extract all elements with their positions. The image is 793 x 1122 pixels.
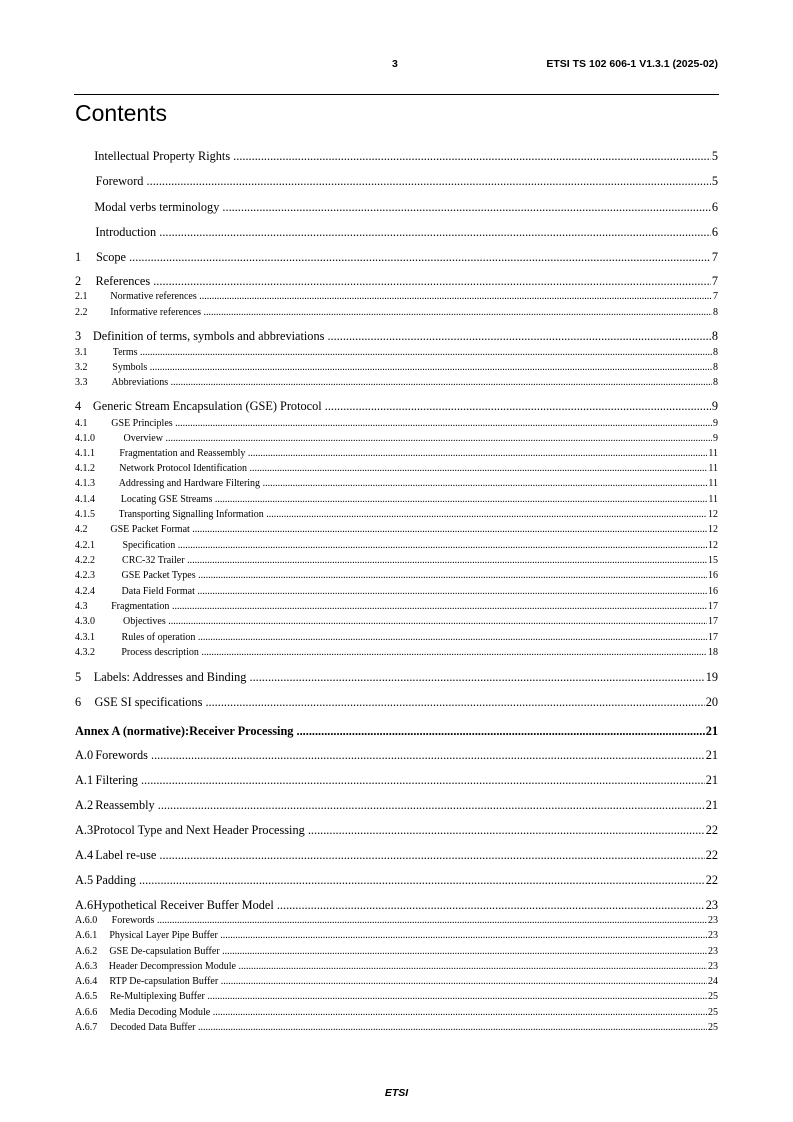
toc-entry-number: 4.1.3 [75,478,95,489]
toc-entry-number: 6 [75,695,82,709]
toc-entry-number: 4.1.0 [75,433,95,444]
toc-entry-number: A.6.4 [75,976,98,987]
toc-entry-number: A.6.7 [75,1022,98,1033]
toc-entry-number: 4.3.0 [75,616,95,627]
toc-entry[interactable] [75,417,718,430]
toc-entry[interactable] [75,646,718,659]
toc-entry-number: A.0 [75,748,94,762]
toc-entry-title: GSE De-capsulation Buffer ..... [109,945,707,958]
toc-entry-title: Decoded Data Buffer ..... [110,1021,707,1034]
toc-entry[interactable] [75,290,718,303]
toc-entry-title: Physical Layer Pipe Buffer ..... [109,929,707,942]
toc-entry-number: 3.2 [75,362,88,373]
toc-entry-page: 17 [708,616,718,627]
toc-entry[interactable] [75,346,718,359]
toc-entry-page: 25 [708,991,718,1002]
toc-entry-page: 25 [708,1007,718,1018]
toc-entry-title: Normative references ..... [110,290,712,303]
toc-entry-title: Header Decompression Module ..... [109,960,707,973]
toc-entry[interactable] [75,462,718,475]
toc-entry-number: 4 [75,399,82,413]
toc-entry-number: 3.3 [75,377,88,388]
toc-entry-page: 8 [713,362,718,373]
toc-entry-number: 3.1 [75,347,88,358]
toc-entry-title: Network Protocol Identification ..... [119,462,707,475]
toc-entry-number: A.4 [75,848,94,862]
toc-entry[interactable] [75,748,718,763]
toc-entry[interactable] [75,200,718,215]
toc-entry[interactable] [75,585,718,598]
toc-entry[interactable] [75,823,718,838]
toc-entry-title: Media Decoding Module ..... [110,1006,707,1019]
toc-entry-title: Objectives ..... [123,615,707,628]
toc-entry-title: Protocol Type and Next Header Processing ..... [93,823,705,838]
toc-entry[interactable] [75,329,718,344]
toc-entry[interactable] [75,600,718,613]
toc-entry-page: 23 [708,961,718,972]
toc-entry[interactable] [75,225,718,240]
toc-entry-page: 6 [711,200,718,214]
toc-entry-title: RTP De-capsulation Buffer ..... [109,975,707,988]
toc-entry-title: Labels: Addresses and Binding ..... [94,670,705,685]
toc-entry[interactable] [75,361,718,374]
toc-entry-page: 20 [705,695,718,709]
toc-entry-page: 11 [708,463,718,474]
toc-entry-title: Process description ..... [121,646,707,659]
footer-etsi: ETSI [384,1087,409,1099]
toc-entry-number: 3 [75,329,82,343]
toc-entry[interactable] [75,477,718,490]
toc-entry-title: GSE Packet Types ..... [122,569,707,582]
toc-entry-page: 17 [708,632,718,643]
toc-entry-number: A.2 [75,798,94,812]
toc-entry-title: Rules of operation ..... [122,631,707,644]
toc-entry-page: 8 [711,329,718,343]
toc-entry-title: Intellectual Property Rights ..... [94,149,711,164]
toc-entry-title: References ..... [96,274,711,289]
toc-entry-number: A.3 [75,823,94,837]
toc-entry-title: Padding ..... [96,873,705,888]
toc-entry-number: 4.3.2 [75,647,95,658]
toc-entry-page: 9 [713,433,718,444]
toc-entry-page: 15 [708,555,718,566]
page-title: Contents [75,100,168,126]
toc-entry[interactable] [75,508,718,521]
toc-entry-number: 2.1 [75,291,88,302]
toc-entry-title: GSE Principles ..... [111,417,712,430]
toc-entry-number: 4.1.5 [75,509,95,520]
toc-entry-page: 24 [708,976,718,987]
toc-entry-number: 4.2.1 [75,540,95,551]
toc-entry-number: 4.2.3 [75,570,95,581]
toc-entry[interactable] [75,447,718,460]
toc-entry-title: Data Field Format ..... [122,585,707,598]
toc-entry-page: 9 [713,418,718,429]
toc-entry-page: 23 [708,930,718,941]
toc-entry-title: Scope ..... [96,250,711,265]
toc-entry-title: Fragmentation ..... [111,600,707,613]
toc-entry-title: Specification ..... [123,539,708,552]
toc-entry[interactable] [75,960,718,973]
toc-entry-title: Hypothetical Receiver Buffer Model ..... [93,898,704,913]
toc-entry[interactable] [75,432,718,445]
toc-entry-page: 8 [713,377,718,388]
toc-entry-title: GSE Packet Format ..... [110,523,707,536]
toc-entry-page: 21 [705,724,718,738]
toc-entry[interactable] [75,631,718,644]
toc-entry[interactable] [75,873,718,888]
toc-entry-page: 11 [708,448,718,459]
toc-entry[interactable] [75,149,718,164]
toc-entry-page: 16 [708,570,718,581]
toc-entry-page: 23 [705,898,718,912]
toc-entry-title: Locating GSE Streams ..... [121,493,708,506]
toc-entry[interactable] [75,569,718,582]
toc-entry-number: 1 [75,250,82,264]
toc-entry-page: 22 [705,823,718,837]
toc-entry[interactable] [75,376,718,389]
toc-entry-number: A.6 [75,898,94,912]
toc-entry-title: Receiver Processing ..... [189,724,705,739]
toc-entry-page: 19 [705,670,718,684]
toc-entry[interactable] [75,914,718,927]
toc-entry[interactable] [75,945,718,958]
toc-entry-page: 21 [705,798,718,812]
toc-entry-title: Abbreviations ..... [111,376,712,389]
toc-entry-page: 23 [708,915,718,926]
toc-entry-title: Terms ..... [113,346,712,359]
toc-entry-number: A.5 [75,873,94,887]
toc-entry[interactable] [75,724,718,739]
toc-entry[interactable] [75,539,718,552]
toc-entry-number: 4.2.2 [75,555,95,566]
toc-entry-page: 11 [708,478,718,489]
toc-entry-title: Reassembly ..... [95,798,704,813]
toc-entry-title: Label re-use ..... [95,848,705,863]
toc-entry-number: A.6.5 [75,991,98,1002]
toc-entry-page: 12 [708,509,718,520]
toc-entry-title: Overview ..... [124,432,712,445]
toc-entry-number: A.6.2 [75,946,98,957]
toc-entry-page: 17 [708,601,718,612]
toc-entry[interactable] [75,554,718,567]
toc-entry-title: Foreword ..... [96,174,711,189]
toc-entry[interactable] [75,670,718,685]
header-rule [74,94,719,95]
toc-entry-page: 18 [708,647,718,658]
toc-entry-page: 5 [711,174,718,188]
toc-entry[interactable] [75,798,718,813]
toc-entry-page: 11 [708,494,718,505]
toc-entry-title: Definition of terms, symbols and abbreviations ..... [93,329,711,344]
toc-entry[interactable] [75,615,718,628]
toc-entry-number: 4.1.4 [75,494,95,505]
toc-entry-number: 2.2 [75,307,88,318]
toc-entry-title: Addressing and Hardware Filtering ..... [119,477,708,490]
toc-entry[interactable] [75,399,718,414]
toc-entry[interactable] [75,990,718,1003]
toc-entry-page: 8 [713,307,718,318]
toc-entry[interactable] [75,250,718,265]
toc-entry-number: 2 [75,274,82,288]
toc-entry-title: Introduction ..... [95,225,710,240]
toc-entry-title: Generic Stream Encapsulation (GSE) Protocol ..... [93,399,711,414]
toc-entry-title: Modal verbs terminology ..... [94,200,710,215]
toc-entry-number: A.6.0 [75,915,98,926]
toc-entry-page: 7 [711,250,718,264]
toc-entry-number: Annex A (normative): [75,724,190,738]
toc-entry[interactable] [75,274,718,289]
toc-entry[interactable] [75,523,718,536]
page-number: 3 [392,58,398,70]
toc-entry-title: Transporting Signalling Information ..... [119,508,707,521]
toc-entry-page: 21 [705,773,718,787]
toc-entry-title: Filtering ..... [96,773,705,788]
toc-entry-page: 5 [711,149,718,163]
toc-entry-page: 9 [711,399,718,413]
toc-entry-page: 16 [708,586,718,597]
toc-entry-number: 4.2.4 [75,586,95,597]
toc-entry[interactable] [75,1021,718,1034]
toc-entry-number: 4.2 [75,524,88,535]
toc-entry-title: Fragmentation and Reassembly ..... [119,447,707,460]
toc-entry-page: 8 [713,347,718,358]
toc-entry-title: Forewords ..... [112,914,707,927]
toc-entry-page: 23 [708,946,718,957]
toc-entry-page: 12 [708,540,718,551]
toc-entry-number: 4.1 [75,418,88,429]
toc-entry-page: 21 [705,748,718,762]
toc-entry-number: A.6.6 [75,1007,98,1018]
toc-entry-title: Re-Multiplexing Buffer ..... [110,990,707,1003]
toc-entry-number: 4.3 [75,601,88,612]
toc-entry[interactable] [75,306,718,319]
toc-entry-title: Informative references ..... [110,306,712,319]
toc-entry-number: A.1 [75,773,94,787]
toc-entry-page: 22 [705,848,718,862]
toc-entry-number: 4.3.1 [75,632,95,643]
toc-entry-number: 5 [75,670,82,684]
toc-entry-page: 7 [711,274,718,288]
toc-entry[interactable] [75,695,718,710]
toc-entry-number: A.6.1 [75,930,98,941]
toc-entry-title: GSE SI specifications ..... [94,695,704,710]
toc-entry-page: 7 [713,291,718,302]
toc-entry-number: 4.1.2 [75,463,95,474]
toc-entry-title: Forewords ..... [95,748,704,763]
toc-entry[interactable] [75,773,718,788]
toc-entry-page: 6 [711,225,718,239]
document-id: ETSI TS 102 606-1 V1.3.1 (2025-02) [546,58,718,70]
toc-entry-title: Symbols ..... [112,361,712,374]
toc-entry[interactable] [75,929,718,942]
toc-entry-page: 12 [708,524,718,535]
toc-entry-page: 25 [708,1022,718,1033]
toc-entry[interactable] [75,848,718,863]
toc-entry-number: A.6.3 [75,961,98,972]
toc-entry-number: 4.1.1 [75,448,95,459]
toc-entry[interactable] [75,1006,718,1019]
toc-entry[interactable] [75,174,718,189]
toc-entry[interactable] [75,898,718,913]
toc-entry-title: CRC-32 Trailer ..... [122,554,707,567]
toc-entry-page: 22 [705,873,718,887]
toc-entry[interactable] [75,975,718,988]
toc-entry[interactable] [75,493,718,506]
